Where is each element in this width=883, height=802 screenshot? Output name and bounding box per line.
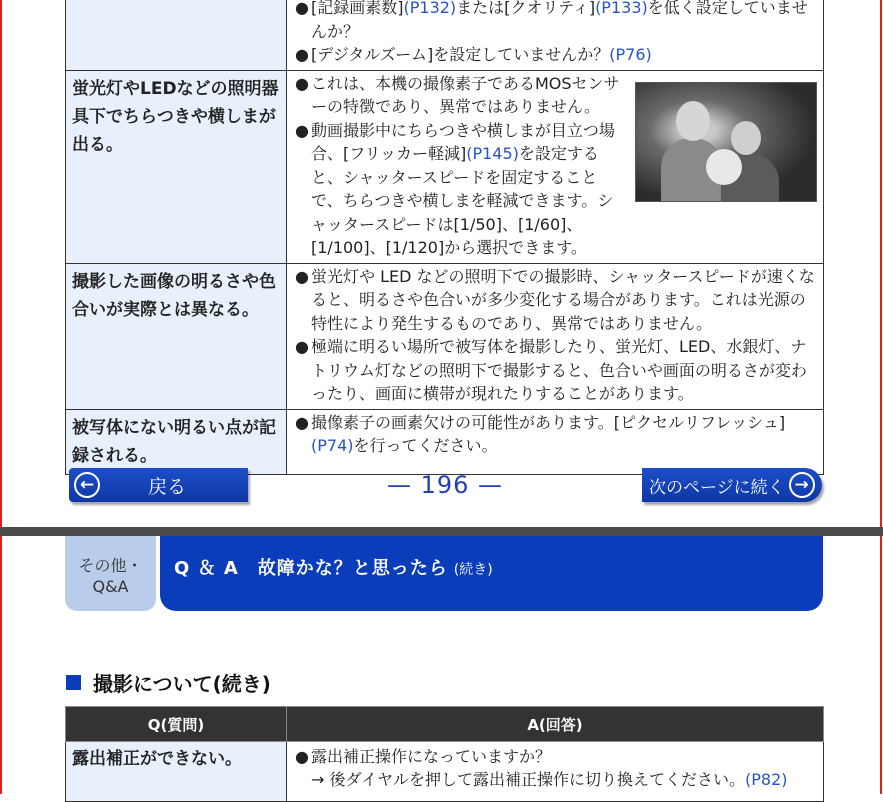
qa-table-bottom <box>65 706 824 802</box>
page-reference-link[interactable]: (P76) <box>609 45 652 64</box>
section-banner <box>160 536 823 611</box>
qa-table-top <box>65 0 824 475</box>
bullet-dot-icon: ● <box>295 73 309 93</box>
page-divider <box>0 527 883 536</box>
question-cell <box>66 0 287 70</box>
bullet-dot-icon: ● <box>295 120 309 140</box>
bullet-dot-icon: ● <box>295 0 309 17</box>
question-cell: 蛍光灯やLEDなどの照明器具下でちらつきや横しまが出る。 <box>66 70 287 263</box>
question-cell: 被写体にない明るい点が記録される。 <box>66 409 287 474</box>
banner-title: Q ＆ A 故障かな？と思ったら <box>174 558 448 579</box>
next-button-label: 次のページに続く <box>649 477 785 498</box>
question-cell: 露出補正ができない。 <box>66 742 287 802</box>
answer-text: 蛍光灯や LED などの照明下での撮影時、シャッタースピードが速くなると、明るさや色合いが多少変化する場合があります。これは光源の特性により発生するものであり、異常ではありません。 <box>311 266 815 333</box>
answer-bullet <box>293 745 817 768</box>
bullet-dot-icon: ● <box>295 45 309 64</box>
page-reference-link[interactable]: (P82) <box>745 770 788 789</box>
table-row <box>66 0 824 70</box>
table-row <box>66 70 824 263</box>
answer-text: [記録画素数](P132)または[クオリティ](P133)を低く設定していませんか？ <box>311 0 808 41</box>
back-button[interactable] <box>69 468 248 502</box>
banner-suffix: (続き) <box>453 562 493 578</box>
page-frame-left <box>0 0 2 794</box>
answer-cell <box>287 409 824 474</box>
bullet-dot-icon: ● <box>295 412 309 432</box>
answer-bullet <box>293 43 817 67</box>
page-reference-link[interactable]: (P74) <box>311 436 354 455</box>
arrow-right-circle-icon: → <box>789 472 815 498</box>
table-row <box>66 409 824 474</box>
answer-cell <box>287 263 824 409</box>
answer-text: 撮像素子の画素欠けの可能性があります。[ピクセルリフレッシュ](P74)を行ってください。 <box>311 412 786 455</box>
answer-bullet <box>293 265 817 336</box>
page-reference-link[interactable]: (P132) <box>403 0 457 17</box>
table-row <box>66 263 824 409</box>
section-tab-line1: その他・ <box>78 556 143 575</box>
question-cell: 撮影した画像の明るさや色合いが実際とは異なる。 <box>66 263 287 409</box>
answer-cell <box>287 0 824 70</box>
section-heading-text: 撮影について(続き) <box>93 672 271 696</box>
table-header-row <box>66 707 824 742</box>
column-header-answer: A(回答) <box>287 707 824 742</box>
answer-bullet <box>293 411 817 458</box>
section-tab <box>65 536 156 611</box>
answer-bullet <box>293 72 621 119</box>
answer-arrow-line: → 後ダイヤルを押して露出補正操作に切り換えてください。(P82) <box>311 770 788 789</box>
page-frame-right <box>880 0 882 794</box>
column-header-question: Q(質問) <box>66 707 287 742</box>
answer-bullet <box>293 0 817 43</box>
section-heading <box>66 668 271 697</box>
answer-bullet <box>293 119 621 260</box>
arrow-left-circle-icon: ← <box>74 472 100 498</box>
answer-text: 露出補正操作になっていますか？ <box>311 747 552 766</box>
back-button-label: 戻る <box>148 475 187 498</box>
page-reference-link[interactable]: (P145) <box>466 144 519 163</box>
page-reference-link[interactable]: (P133) <box>595 0 648 17</box>
bullet-dot-icon: ● <box>295 337 309 356</box>
table-row <box>66 742 824 802</box>
section-tab-line2: Q&A <box>92 577 129 596</box>
answer-bullet <box>293 335 817 406</box>
answer-cell <box>287 742 824 802</box>
page-number: — 196 — <box>386 471 504 499</box>
answer-text: 動画撮影中にちらつきや横しまが目立つ場合、[フリッカー軽減](P145)を設定すると、シャッタースピードを固定することで、ちらつきや横しまを軽減できます。シャッタースピードは[1/50]、[1/60]、[1/100]、[1/120]から選択できます。 <box>311 120 615 257</box>
next-page-button[interactable] <box>642 468 822 502</box>
bullet-dot-icon: ● <box>295 747 309 766</box>
answer-cell <box>287 70 824 263</box>
answer-text: 極端に明るい場所で被写体を撮影したり、蛍光灯、LED、水銀灯、ナトリウム灯などの照明下で撮影すると、色合いや画面の明るさが変わったり、画面に横帯が現れたりすることがあります。 <box>311 337 807 403</box>
answer-text: これは、本機の撮像素子であるMOSセンサーの特徴であり、異常ではありません。 <box>311 73 620 116</box>
flicker-example-photo <box>635 82 817 202</box>
bullet-dot-icon: ● <box>295 266 309 286</box>
answer-text: [デジタルズーム]を設定していませんか？(P76) <box>311 45 652 64</box>
square-bullet-icon <box>66 675 81 690</box>
